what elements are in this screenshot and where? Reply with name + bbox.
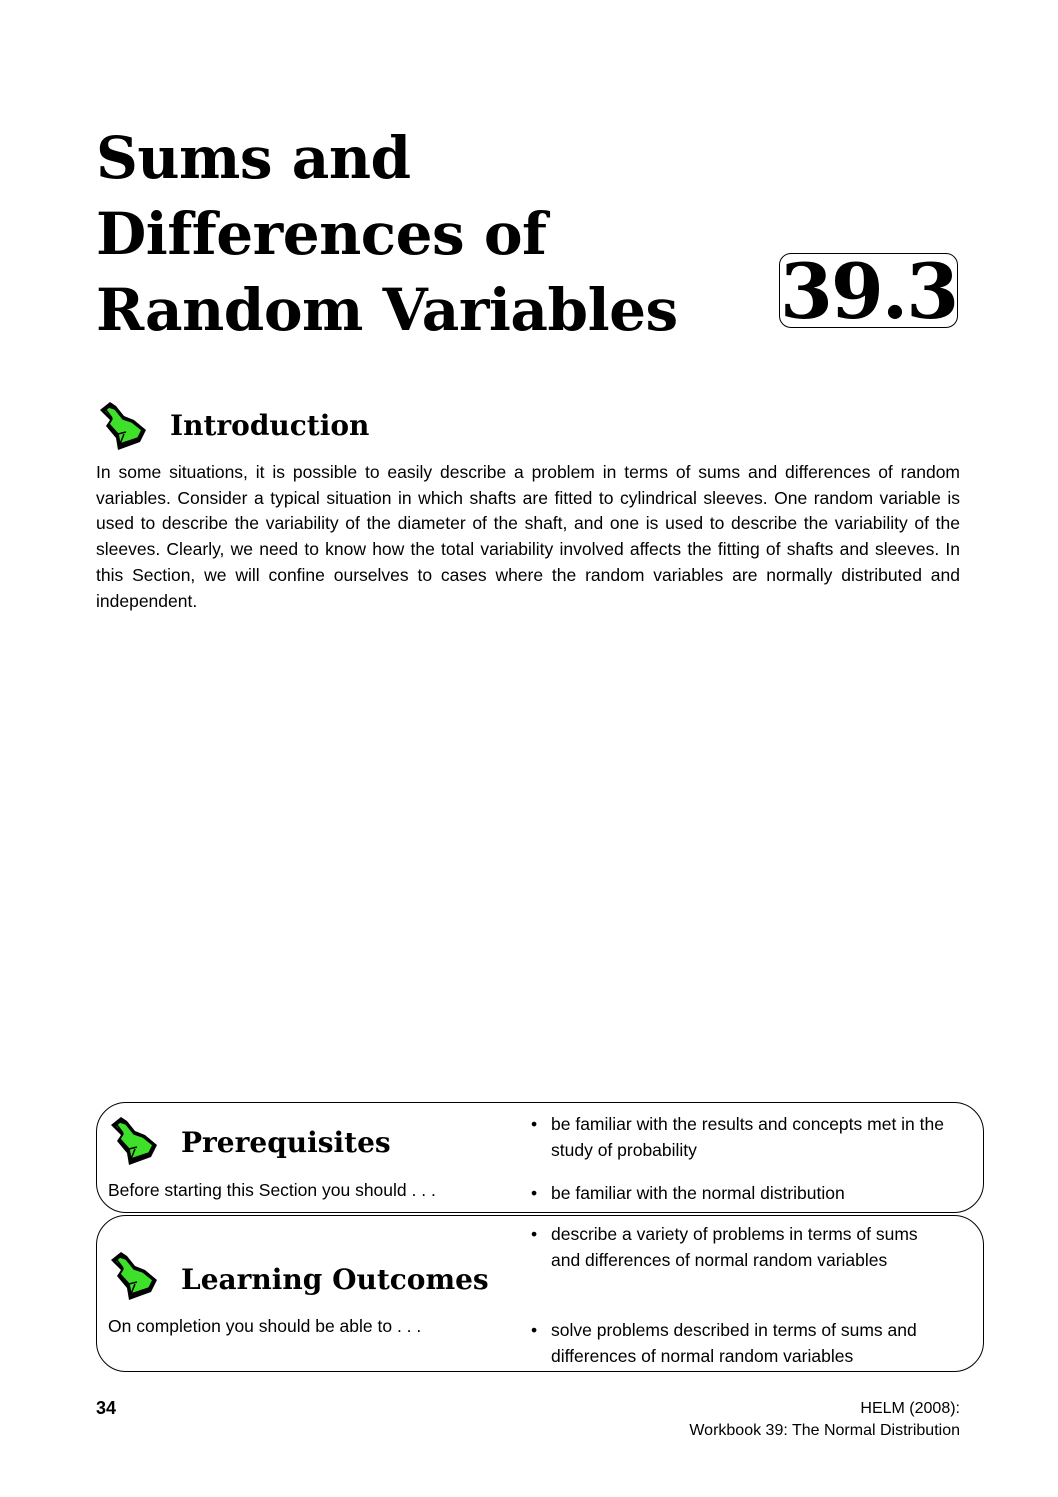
bullet-icon: • xyxy=(531,1183,538,1203)
title-line-2: Differences of xyxy=(96,200,547,268)
learning-outcomes-box xyxy=(96,1215,984,1372)
bullet-icon: • xyxy=(531,1320,538,1340)
green-arrow-icon xyxy=(107,1248,161,1304)
introduction-heading: Introduction xyxy=(170,409,370,442)
prerequisites-lead: Before starting this Section you should . . . xyxy=(108,1180,436,1200)
list-item: • solve problems described in terms of sums and differences of normal random variables xyxy=(527,1317,947,1369)
footer-source-line-2: Workbook 39: The Normal Distribution xyxy=(689,1422,960,1439)
learning-outcomes-heading: Learning Outcomes xyxy=(181,1263,489,1296)
list-item: • be familiar with the normal distribution xyxy=(527,1180,947,1206)
footer-source xyxy=(689,1398,960,1442)
page-number: 34 xyxy=(96,1398,117,1418)
bullet-icon: • xyxy=(531,1224,538,1244)
green-arrow-icon xyxy=(96,398,150,454)
title-line-3: Random Variables xyxy=(96,276,678,344)
prerequisites-box xyxy=(96,1102,984,1213)
prerequisites-heading: Prerequisites xyxy=(181,1126,391,1159)
introduction-paragraph: In some situations, it is possible to easily describe a problem in terms of sums and differences of random variables. Consider a typical situation in which shafts are fitted to cylindrical sleeves. One random variable is used to describe the variability of the diameter of the shaft, and one is used to describe the variability of the sleeves. Clearly, we need to know how the total variability involved affects the fitting of shafts and sleeves. In this Section, we will confine ourselves to cases where the random variables are normally distributed and independent. xyxy=(96,462,960,611)
learning-outcomes-lead: On completion you should be able to . . . xyxy=(108,1316,422,1336)
title-line-1: Sums and xyxy=(96,124,411,192)
green-arrow-icon xyxy=(107,1113,161,1169)
list-item: • be familiar with the results and concepts met in the study of probability xyxy=(527,1111,947,1163)
page-title xyxy=(96,120,678,348)
section-number-badge: 39.3 xyxy=(780,247,958,336)
footer-source-line-1: HELM (2008): xyxy=(860,1400,960,1417)
list-item: • describe a variety of problems in terms of sums and differences of normal random variables xyxy=(527,1221,947,1273)
bullet-icon: • xyxy=(531,1114,538,1134)
